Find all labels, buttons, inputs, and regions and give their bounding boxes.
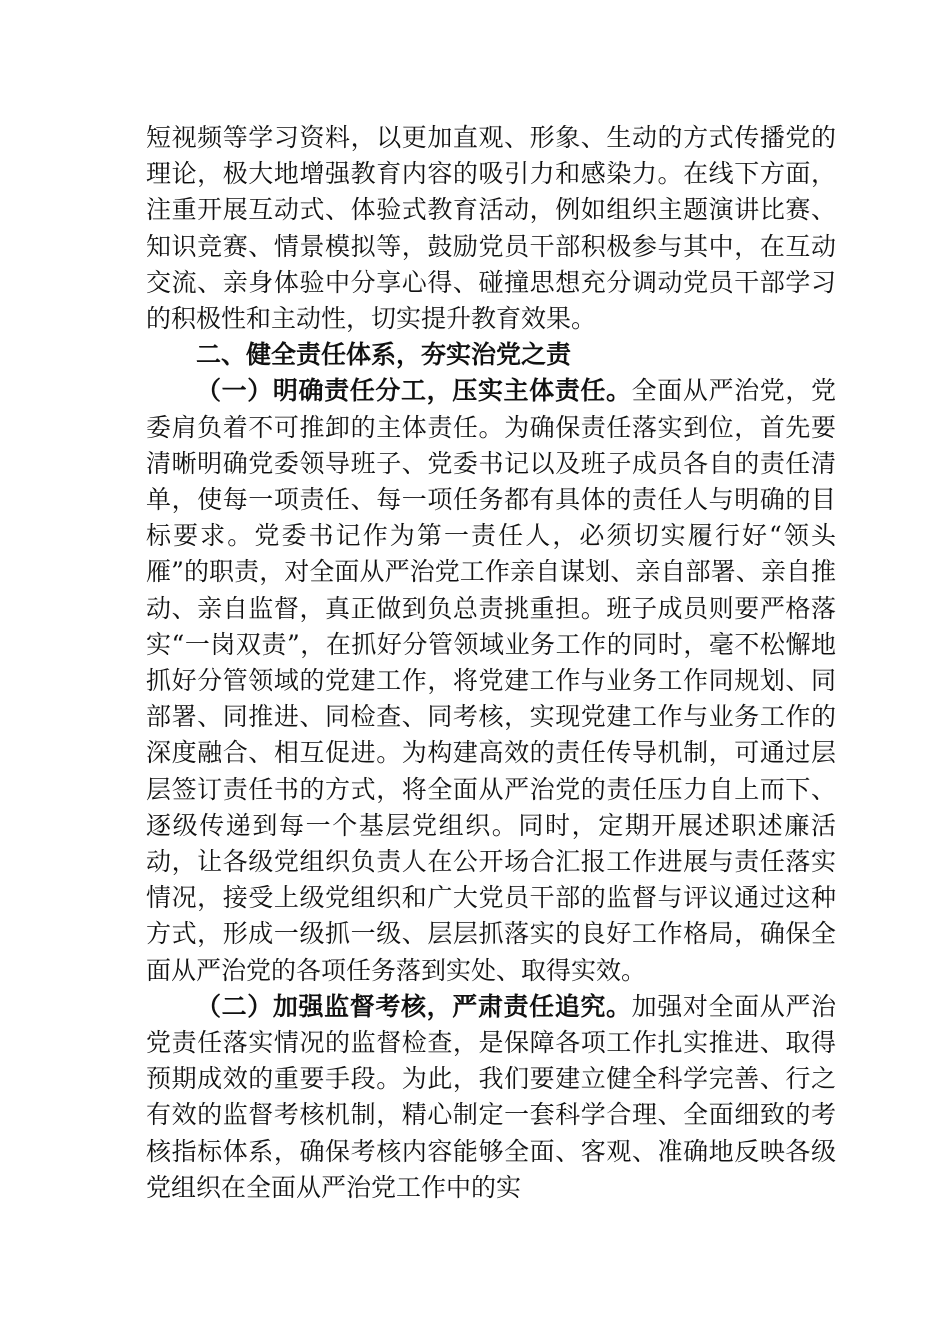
paragraph-continuation: 短视频等学习资料，以更加直观、形象、生动的方式传播党的理论，极大地增强教育内容的吸引力和感染力。在线下方面，注重开展互动式、体验式教育活动，例如组织主题演讲比赛、知识竞赛、情景模拟等，鼓励党员干部积极参与其中，在互动交流、亲身体验中分享心得、碰撞思想充分调动党员干部学习的积极性和主动性，切实提升教育效果。 [146,123,836,334]
subsection-body: 全面从严治党，党委肩负着不可推卸的主体责任。为确保责任落实到位，首先要清晰明确党委领导班子、党委书记以及班子成员各自的责任清单，使每一项责任、每一项任务都有具体的责任人与明确的目标要求。党委书记作为第一责任人，必须切实履行好“领头雁”的职责，对全面从严治党工作亲自谋划、亲自部署、亲自推动、亲自监督，真正做到负总责挑重担。班子成员则要严格落实“一岗双责”，在抓好分管领域业务工作的同时，毫不松懈地抓好分管领域的党建工作，将党建工作与业务工作同规划、同部署、同推进、同检查、同考核，实现党建工作与业务工作的深度融合、相互促进。为构建高效的责任传导机制，可通过层层签订责任书的方式，将全面从严治党的责任压力自上而下、逐级传递到每一个基层党组织。同时，定期开展述职述廉活动，让各级党组织负责人在公开场合汇报工作进展与责任落实情况，接受上级党组织和广大党员干部的监督与评议通过这种方式，形成一级抓一级、层层抓落实的良好工作格局，确保全面从严治党的各项任务落到实处、取得实效。 [146,376,836,985]
document-page [146,120,836,1206]
paragraph-responsibility-division [146,373,836,988]
subsection-body: 加强对全面从严治党责任落实情况的监督检查，是保障各项工作扎实推进、取得预期成效的重要手段。为此，我们要建立健全科学完善、行之有效的监督考核机制，精心制定一套科学合理、全面细致的考核指标体系，确保考核内容能够全面、客观、准确地反映各级党组织在全面从严治党工作中的实 [146,991,836,1202]
subsection-title: （二）加强监督考核，严肃责任追究。 [196,991,632,1021]
section-heading: 二、健全责任体系，夯实治党之责 [196,340,572,370]
paragraph-supervision-assessment [146,989,836,1206]
subsection-title: （一）明确责任分工，压实主体责任。 [196,376,632,406]
